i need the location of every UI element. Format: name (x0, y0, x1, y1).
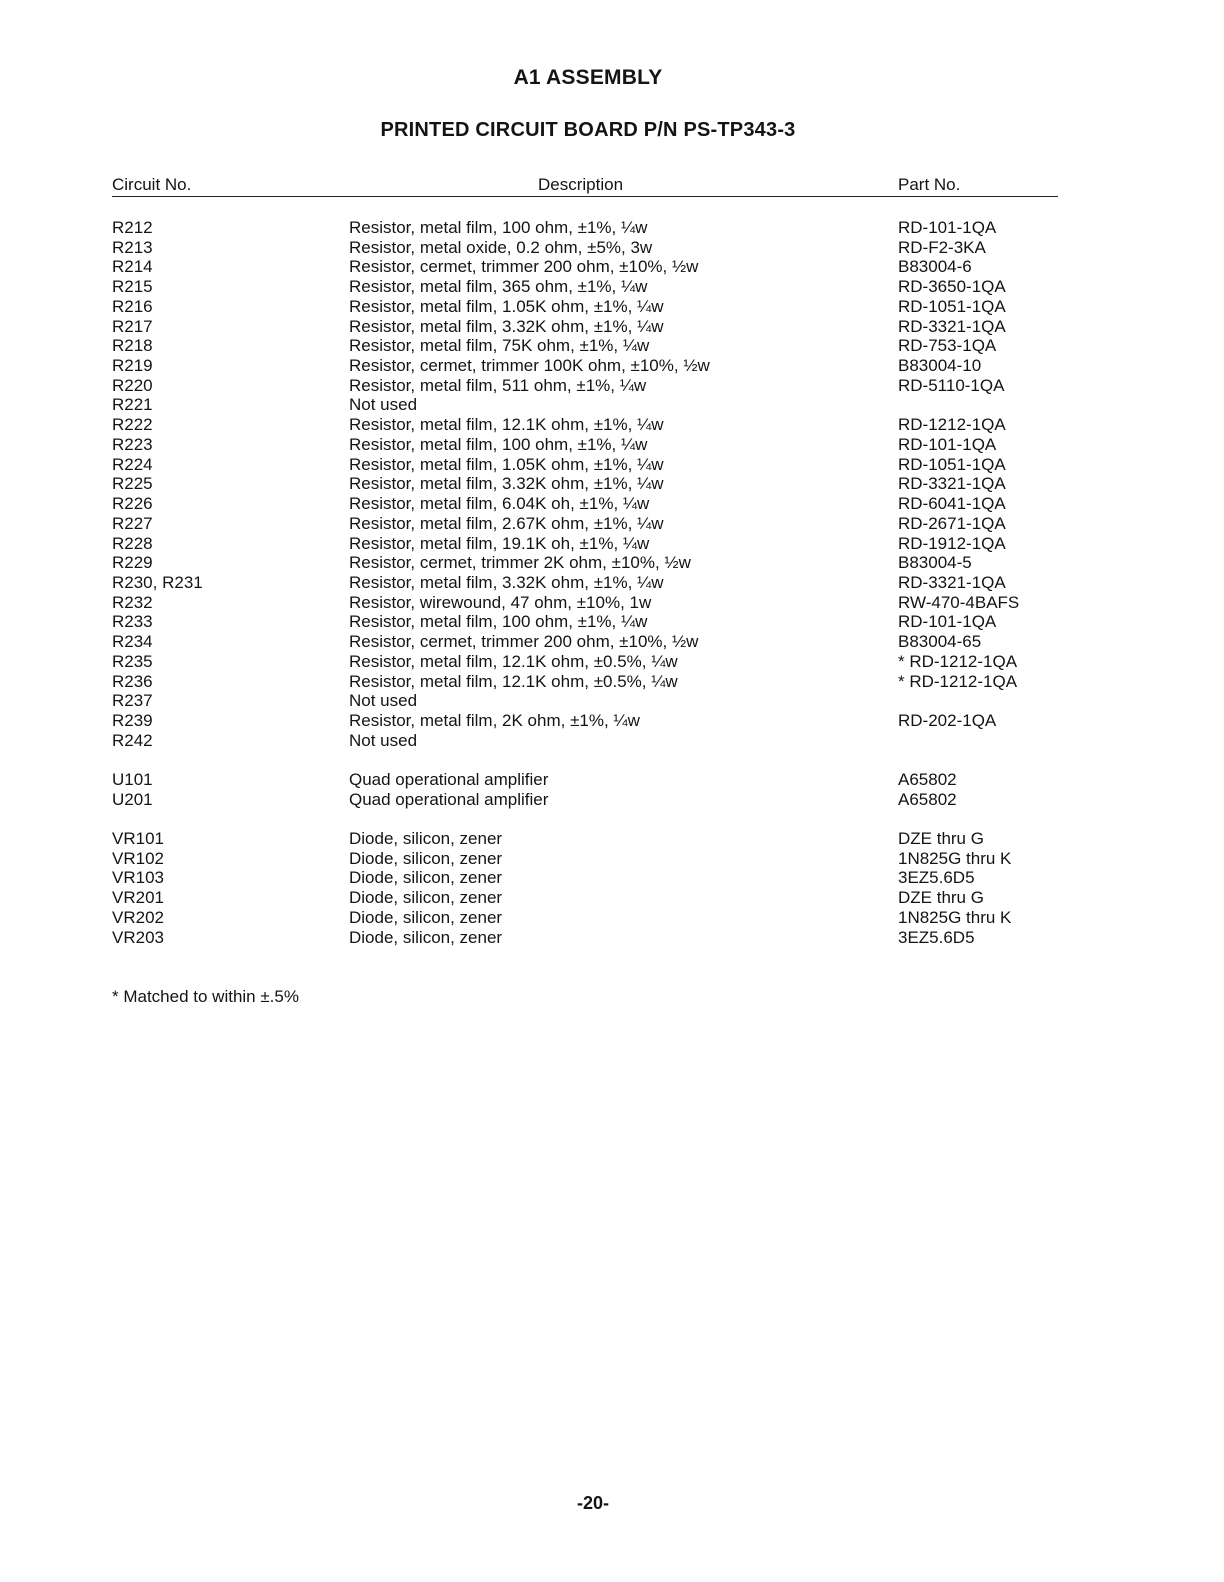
part-number: A65802 (898, 770, 957, 789)
description-cell: Not used (349, 730, 418, 750)
description-cell: Resistor, metal film, 100 ohm, ±1%, ¼w (349, 612, 648, 632)
table-row (112, 415, 1058, 435)
table-row (112, 395, 1058, 415)
table-row (112, 928, 1058, 948)
description-cell: Resistor, metal film, 12.1K ohm, ±1%, ¼w (349, 415, 664, 435)
table-row (112, 612, 1058, 632)
table-row (112, 376, 1058, 396)
circuit-number: R217 (112, 316, 153, 336)
table-row (112, 593, 1058, 613)
circuit-number: R226 (112, 494, 153, 514)
part-number: RD-101-1QA (898, 612, 997, 632)
page-title: A1 ASSEMBLY (513, 66, 663, 89)
description-cell: Diode, silicon, zener (349, 848, 503, 868)
circuit-number: R215 (112, 277, 153, 297)
part-number: RD-5110-1QA (898, 375, 1005, 395)
table-row (112, 435, 1058, 455)
circuit-number: R242 (112, 730, 153, 750)
description-cell: Resistor, metal film, 19.1K oh, ±1%, ¼w (349, 533, 650, 553)
description-cell: Resistor, metal film, 100 ohm, ±1%, ¼w (349, 218, 648, 237)
table-row (112, 277, 1058, 297)
footnote: * Matched to within ±.5% (112, 987, 299, 1006)
table-row (112, 553, 1058, 573)
part-number: 3EZ5.6D5 (898, 927, 975, 947)
table-row (112, 632, 1058, 652)
part-number: RD-6041-1QA (898, 494, 1006, 514)
part-number: * RD-1212-1QA (898, 651, 1018, 671)
description-cell: Not used (349, 395, 418, 415)
circuit-number: VR202 (112, 907, 164, 927)
table-row (112, 691, 1058, 711)
circuit-number: VR203 (112, 927, 164, 947)
description-cell: Resistor, metal film, 100 ohm, ±1%, ¼w (349, 434, 648, 454)
part-number: 1N825G thru K (898, 907, 1012, 927)
circuit-number: R235 (112, 651, 153, 671)
table-row (112, 238, 1058, 258)
description-cell: Resistor, wirewound, 47 ohm, ±10%, 1w (349, 592, 652, 612)
column-header-part: Part No. (898, 175, 961, 194)
circuit-number: R229 (112, 553, 153, 573)
table-row (112, 257, 1058, 277)
circuit-number: U201 (112, 789, 153, 809)
page-subtitle: PRINTED CIRCUIT BOARD P/N PS-TP343-3 (380, 119, 796, 141)
table-row (112, 573, 1058, 593)
row-group (112, 829, 1058, 947)
description-cell: Diode, silicon, zener (349, 907, 503, 927)
description-cell: Resistor, metal film, 1.05K ohm, ±1%, ¼w (349, 454, 664, 474)
part-number: A65802 (898, 789, 957, 809)
circuit-number: R221 (112, 395, 153, 415)
part-number: DZE thru G (898, 829, 984, 849)
table-row (112, 652, 1058, 672)
circuit-number: VR103 (112, 868, 164, 888)
part-number: RD-3650-1QA (898, 277, 1006, 297)
table-row (112, 672, 1058, 692)
circuit-number: R237 (112, 691, 153, 711)
circuit-number: R234 (112, 632, 153, 652)
circuit-number: R227 (112, 513, 153, 533)
table-row (112, 297, 1058, 317)
description-cell: Diode, silicon, zener (349, 868, 503, 888)
description-cell: Resistor, metal film, 6.04K oh, ±1%, ¼w (349, 494, 650, 514)
part-number: RD-101-1QA (898, 218, 997, 237)
description-cell: Resistor, metal film, 3.32K ohm, ±1%, ¼w (349, 572, 664, 592)
circuit-number: R220 (112, 375, 153, 395)
part-number: * RD-1212-1QA (898, 671, 1018, 691)
description-cell: Diode, silicon, zener (349, 927, 503, 947)
row-group (112, 218, 1058, 750)
part-number: RD-101-1QA (898, 434, 997, 454)
table-row (112, 514, 1058, 534)
table-row (112, 534, 1058, 554)
table-row (112, 711, 1058, 731)
description-cell: Not used (349, 691, 418, 711)
part-number: DZE thru G (898, 888, 984, 908)
part-number: B83004-10 (898, 356, 982, 376)
table-row (112, 908, 1058, 928)
part-number: RD-2671-1QA (898, 513, 1006, 533)
circuit-number: R225 (112, 474, 153, 494)
description-cell: Resistor, metal film, 75K ohm, ±1%, ¼w (349, 336, 650, 356)
part-number: RW-470-4BAFS (898, 592, 1020, 612)
table-row (112, 218, 1058, 238)
page-number: -20- (576, 1493, 609, 1513)
column-header-circuit: Circuit No. (112, 175, 192, 194)
description-cell: Resistor, metal film, 12.1K ohm, ±0.5%, ¼w (349, 651, 678, 671)
table-row (112, 790, 1058, 810)
part-number: RD-3321-1QA (898, 572, 1006, 592)
table-row (112, 494, 1058, 514)
description-cell: Resistor, cermet, trimmer 100K ohm, ±10%, ½w (349, 356, 710, 376)
description-cell: Quad operational amplifier (349, 770, 549, 789)
table-row (112, 829, 1058, 849)
table-row (112, 731, 1058, 751)
description-cell: Resistor, metal film, 2K ohm, ±1%, ¼w (349, 710, 640, 730)
circuit-number: R233 (112, 612, 153, 632)
row-group (112, 770, 1058, 809)
circuit-number: R232 (112, 592, 153, 612)
description-cell: Diode, silicon, zener (349, 888, 503, 908)
part-number: RD-1051-1QA (898, 296, 1006, 316)
part-number: 3EZ5.6D5 (898, 868, 975, 888)
description-cell: Diode, silicon, zener (349, 829, 503, 849)
circuit-number: R219 (112, 356, 153, 376)
table-row (112, 770, 1058, 790)
circuit-number: R216 (112, 296, 153, 316)
part-number: 1N825G thru K (898, 848, 1012, 868)
description-cell: Resistor, metal film, 2.67K ohm, ±1%, ¼w (349, 513, 664, 533)
circuit-number: R228 (112, 533, 153, 553)
circuit-number: R212 (112, 218, 153, 237)
circuit-number: R239 (112, 710, 153, 730)
part-number: RD-202-1QA (898, 710, 997, 730)
parts-table (112, 218, 1058, 967)
circuit-number: VR201 (112, 888, 164, 908)
description-cell: Resistor, metal film, 511 ohm, ±1%, ¼w (349, 375, 647, 395)
table-row (112, 455, 1058, 475)
table-row (112, 849, 1058, 869)
table-header (112, 174, 1058, 197)
circuit-number: R218 (112, 336, 153, 356)
part-number: RD-753-1QA (898, 336, 997, 356)
circuit-number: VR101 (112, 829, 164, 849)
circuit-number: VR102 (112, 848, 164, 868)
description-cell: Resistor, cermet, trimmer 200 ohm, ±10%, ½w (349, 632, 699, 652)
table-row (112, 336, 1058, 356)
table-row (112, 868, 1058, 888)
circuit-number: R236 (112, 671, 153, 691)
part-number: B83004-6 (898, 257, 972, 277)
part-number: B83004-5 (898, 553, 972, 573)
part-number: RD-1051-1QA (898, 454, 1006, 474)
table-row (112, 356, 1058, 376)
description-cell: Resistor, cermet, trimmer 200 ohm, ±10%, ½w (349, 257, 699, 277)
description-cell: Resistor, metal film, 365 ohm, ±1%, ¼w (349, 277, 648, 297)
table-row (112, 474, 1058, 494)
column-header-description: Description (538, 175, 624, 194)
part-number: RD-3321-1QA (898, 316, 1006, 336)
circuit-number: R213 (112, 237, 153, 257)
circuit-number: R214 (112, 257, 153, 277)
part-number: RD-3321-1QA (898, 474, 1006, 494)
circuit-number: R223 (112, 434, 153, 454)
part-number: RD-1212-1QA (898, 415, 1006, 435)
description-cell: Resistor, metal film, 12.1K ohm, ±0.5%, ¼w (349, 671, 678, 691)
description-cell: Resistor, cermet, trimmer 2K ohm, ±10%, ½w (349, 553, 691, 573)
description-cell: Resistor, metal film, 3.32K ohm, ±1%, ¼w (349, 316, 664, 336)
circuit-number: R224 (112, 454, 153, 474)
description-cell: Resistor, metal film, 3.32K ohm, ±1%, ¼w (349, 474, 664, 494)
part-number: RD-F2-3KA (898, 237, 986, 257)
description-cell: Resistor, metal film, 1.05K ohm, ±1%, ¼w (349, 296, 664, 316)
circuit-number: R222 (112, 415, 153, 435)
part-number: RD-1912-1QA (898, 533, 1006, 553)
circuit-number: U101 (112, 770, 153, 789)
table-row (112, 888, 1058, 908)
description-cell: Quad operational amplifier (349, 789, 549, 809)
table-row (112, 317, 1058, 337)
part-number: B83004-65 (898, 632, 982, 652)
description-cell: Resistor, metal oxide, 0.2 ohm, ±5%, 3w (349, 237, 653, 257)
circuit-number: R230, R231 (112, 572, 203, 592)
